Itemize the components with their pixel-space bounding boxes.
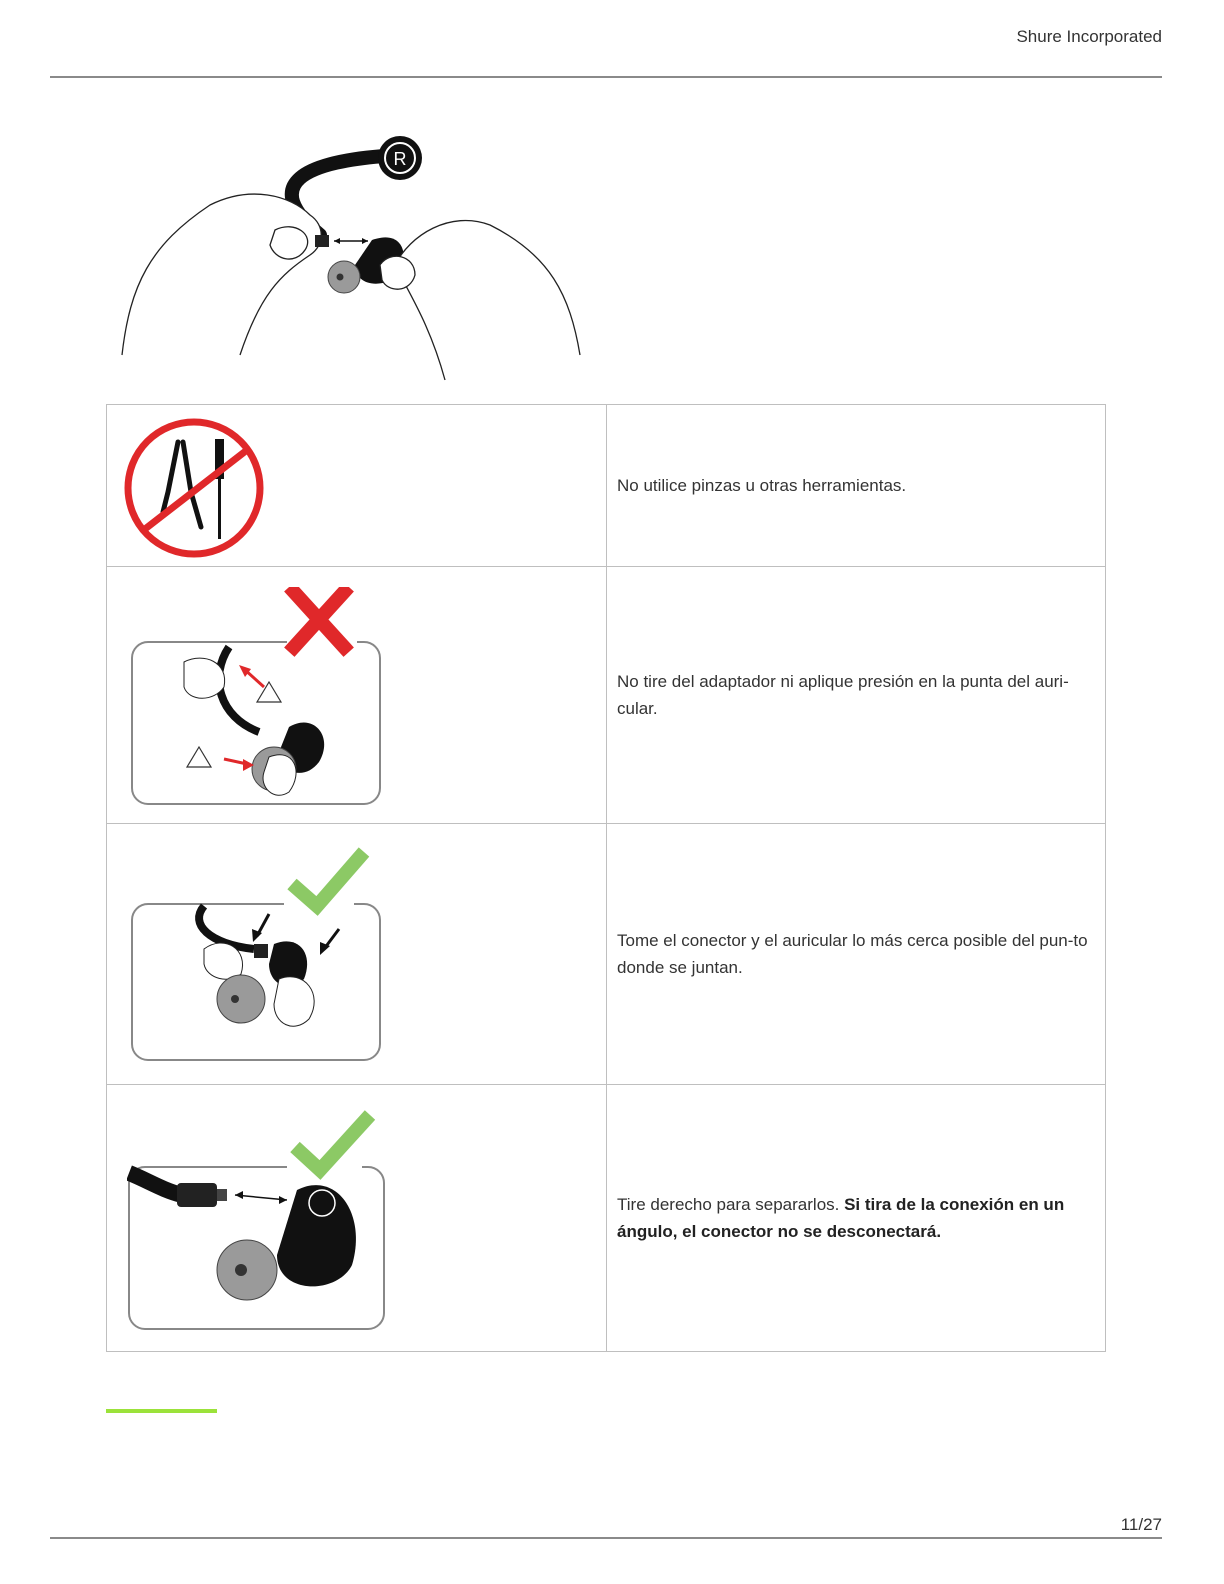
table-row — [107, 405, 1106, 567]
instruction-text — [607, 1085, 1106, 1352]
image-cell — [107, 405, 607, 567]
header-divider — [50, 76, 1162, 78]
instruction-text: Tome el conector y el auricular lo más cerca posible del pun-to donde se juntan. — [607, 824, 1106, 1085]
hero-illustration — [110, 125, 590, 385]
no-tools-icon — [123, 417, 265, 559]
image-cell — [107, 824, 607, 1085]
straight-pull-illustration — [127, 1105, 389, 1335]
table-row — [107, 1085, 1106, 1352]
table-row — [107, 567, 1106, 824]
page-number: 11/27 — [1120, 1515, 1162, 1534]
correct-grip-illustration — [129, 844, 389, 1066]
steps-table — [106, 404, 1106, 1352]
instruction-text: No tire del adaptador ni aplique presión en la punta del auri-cular. — [607, 567, 1106, 824]
image-cell — [107, 567, 607, 824]
instruction-plain: Tire derecho para separarlos. — [617, 1195, 845, 1214]
instruction-text: No utilice pinzas u otras herramientas. — [607, 405, 1106, 567]
footer-divider — [50, 1537, 1162, 1539]
hero-r-mark: R — [393, 149, 407, 169]
image-cell — [107, 1085, 607, 1352]
header-company: Shure Incorporated — [1016, 27, 1162, 46]
accent-bar — [106, 1409, 217, 1413]
wrong-handling-illustration — [129, 587, 389, 809]
table-row — [107, 824, 1106, 1085]
instruction-bold: Si tira de la conexión en un ángulo, el conector no se desconectará. — [617, 1195, 1065, 1241]
